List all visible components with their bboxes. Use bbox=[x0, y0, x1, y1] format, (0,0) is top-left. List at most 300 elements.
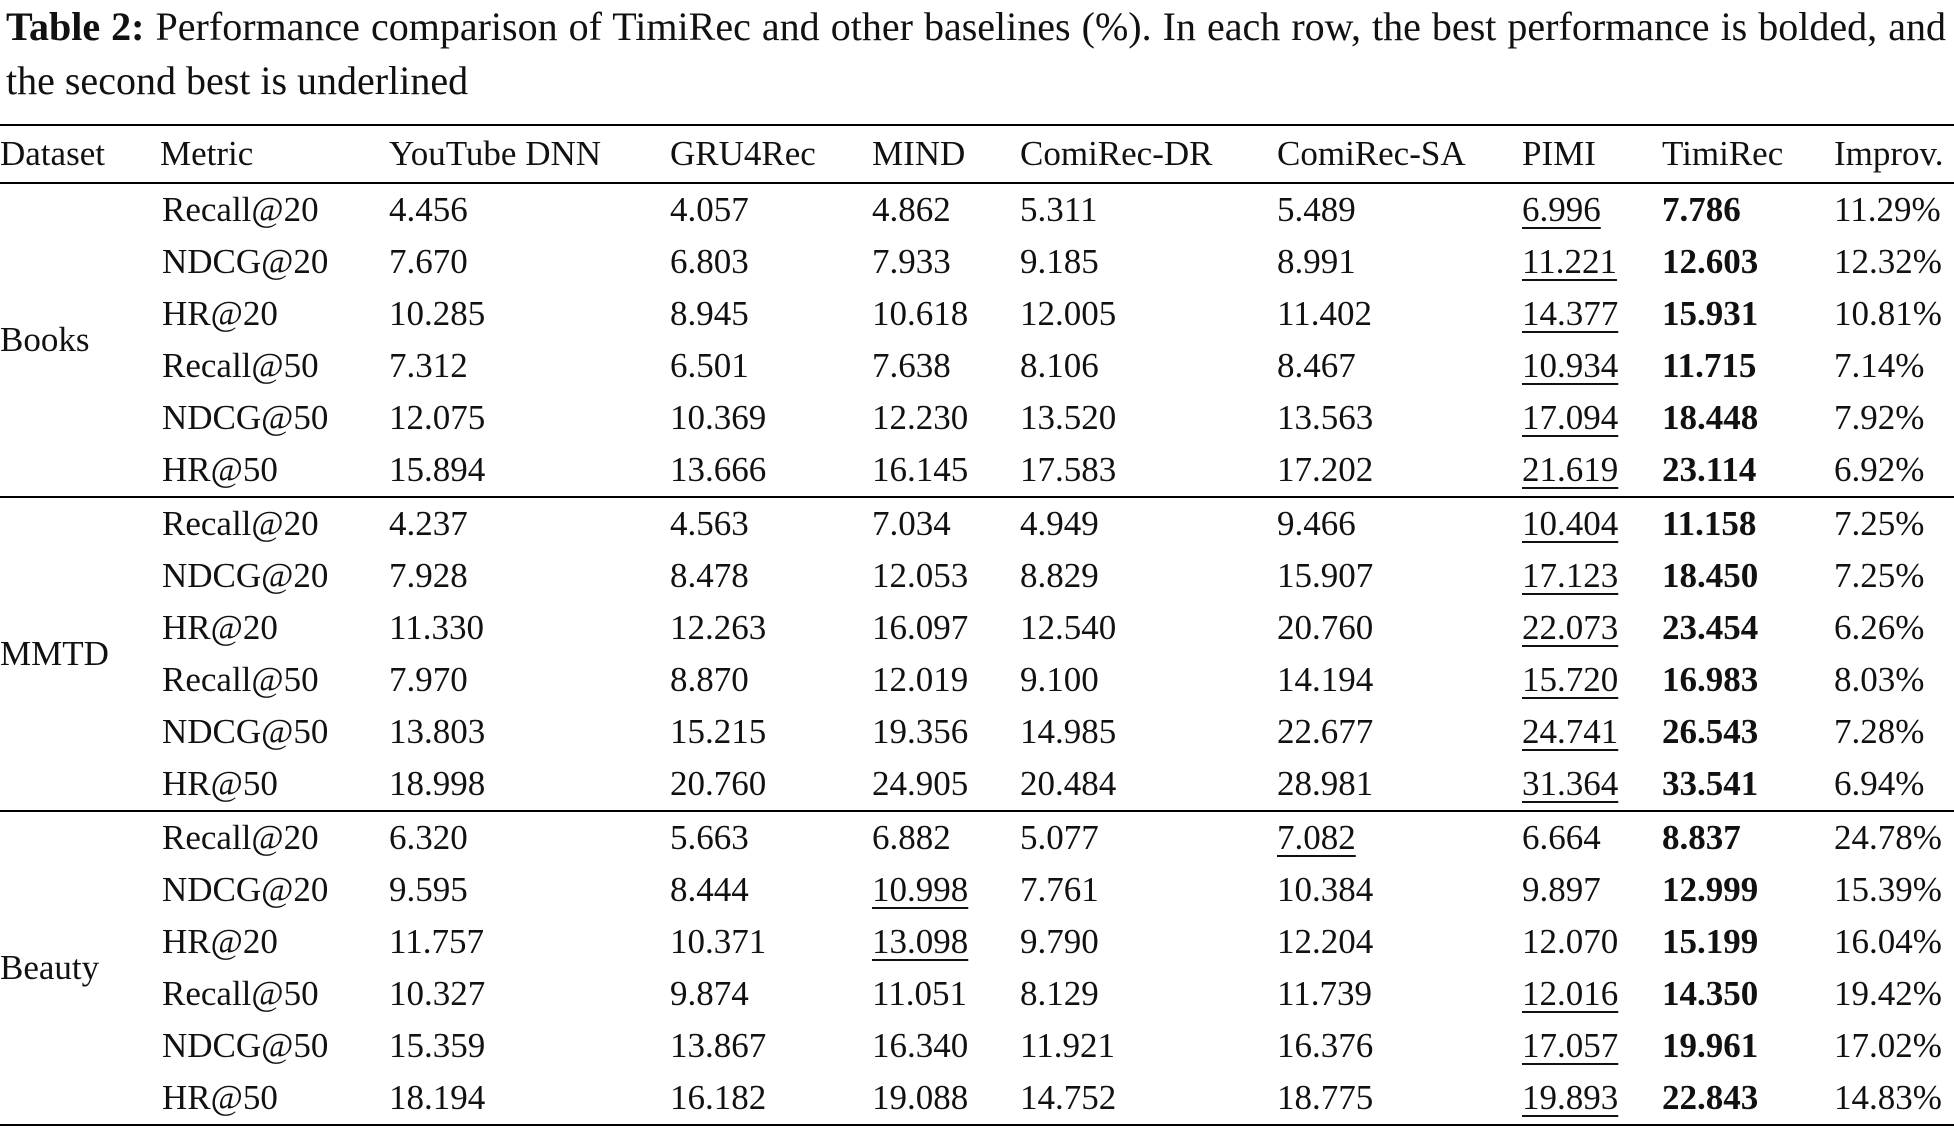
value-cell-mind bbox=[872, 444, 1020, 497]
value-cell-comirec-sa bbox=[1277, 968, 1522, 1020]
value-cell-gru4rec bbox=[670, 1020, 872, 1072]
metric-cell: NDCG@50 bbox=[162, 712, 329, 751]
value-cell-mind bbox=[872, 706, 1020, 758]
table-row bbox=[0, 497, 1954, 550]
improv-cell: 7.25% bbox=[1834, 504, 1925, 543]
value-text: 17.583 bbox=[1020, 450, 1117, 489]
metric-cell: Recall@20 bbox=[162, 504, 319, 543]
value-cell-comirec-sa bbox=[1277, 654, 1522, 706]
value-text: 31.364 bbox=[1522, 764, 1619, 803]
value-cell-mind bbox=[872, 654, 1020, 706]
value-text: 4.456 bbox=[389, 190, 468, 229]
value-text: 12.019 bbox=[872, 660, 969, 699]
improv-cell: 6.26% bbox=[1834, 608, 1925, 647]
value-text: 13.666 bbox=[670, 450, 767, 489]
metric-cell: HR@20 bbox=[162, 608, 278, 647]
value-text: 17.202 bbox=[1277, 450, 1374, 489]
table-row bbox=[0, 288, 1954, 340]
value-text: 10.384 bbox=[1277, 870, 1374, 909]
value-cell-pimi bbox=[1522, 602, 1662, 654]
dataset-name: Books bbox=[0, 320, 90, 359]
value-cell-timirec bbox=[1662, 183, 1834, 236]
value-text: 14.377 bbox=[1522, 294, 1619, 333]
value-text: 15.894 bbox=[389, 450, 486, 489]
value-cell-timirec bbox=[1662, 340, 1834, 392]
value-text: 15.199 bbox=[1662, 922, 1759, 961]
value-text: 11.757 bbox=[389, 922, 484, 961]
value-text: 12.005 bbox=[1020, 294, 1117, 333]
value-text: 33.541 bbox=[1662, 764, 1759, 803]
table-row bbox=[0, 758, 1954, 811]
value-cell-gru4rec bbox=[670, 968, 872, 1020]
value-cell-mind bbox=[872, 916, 1020, 968]
value-cell-youtube-dnn bbox=[389, 1020, 670, 1072]
value-text: 11.158 bbox=[1662, 504, 1757, 543]
value-cell-timirec bbox=[1662, 392, 1834, 444]
value-cell-mind bbox=[872, 288, 1020, 340]
value-text: 13.563 bbox=[1277, 398, 1374, 437]
value-cell-timirec bbox=[1662, 811, 1834, 864]
improv-cell: 15.39% bbox=[1834, 870, 1942, 909]
value-text: 15.215 bbox=[670, 712, 767, 751]
value-cell-comirec-sa bbox=[1277, 288, 1522, 340]
results-table bbox=[0, 124, 1954, 1126]
value-cell-mind bbox=[872, 602, 1020, 654]
improv-cell: 7.25% bbox=[1834, 556, 1925, 595]
value-cell-mind bbox=[872, 392, 1020, 444]
value-cell-youtube-dnn bbox=[389, 444, 670, 497]
header-timirec: TimiRec bbox=[1662, 134, 1784, 173]
value-cell-timirec bbox=[1662, 654, 1834, 706]
value-text: 8.129 bbox=[1020, 974, 1099, 1013]
value-cell-youtube-dnn bbox=[389, 758, 670, 811]
value-text: 8.444 bbox=[670, 870, 749, 909]
value-cell-pimi bbox=[1522, 497, 1662, 550]
value-cell-timirec bbox=[1662, 968, 1834, 1020]
value-cell-comirec-sa bbox=[1277, 602, 1522, 654]
value-cell-comirec-sa bbox=[1277, 392, 1522, 444]
table-row bbox=[0, 444, 1954, 497]
value-text: 13.520 bbox=[1020, 398, 1117, 437]
value-cell-mind bbox=[872, 550, 1020, 602]
dataset-group-books bbox=[0, 183, 1954, 497]
value-cell-comirec-sa bbox=[1277, 1020, 1522, 1072]
value-text: 16.097 bbox=[872, 608, 969, 647]
value-text: 13.867 bbox=[670, 1026, 767, 1065]
value-text: 7.928 bbox=[389, 556, 468, 595]
value-cell-comirec-sa bbox=[1277, 236, 1522, 288]
metric-cell: NDCG@50 bbox=[162, 1026, 329, 1065]
table-row bbox=[0, 550, 1954, 602]
value-cell-gru4rec bbox=[670, 864, 872, 916]
value-cell-pimi bbox=[1522, 340, 1662, 392]
value-text: 12.016 bbox=[1522, 974, 1619, 1013]
value-text: 16.376 bbox=[1277, 1026, 1374, 1065]
value-text: 18.194 bbox=[389, 1078, 486, 1117]
value-text: 7.933 bbox=[872, 242, 951, 281]
value-cell-youtube-dnn bbox=[389, 392, 670, 444]
value-text: 12.230 bbox=[872, 398, 969, 437]
value-text: 5.663 bbox=[670, 818, 749, 857]
value-text: 4.862 bbox=[872, 190, 951, 229]
value-cell-pimi bbox=[1522, 1072, 1662, 1125]
improv-cell: 8.03% bbox=[1834, 660, 1925, 699]
value-text: 22.677 bbox=[1277, 712, 1374, 751]
value-text: 24.741 bbox=[1522, 712, 1619, 751]
value-text: 18.775 bbox=[1277, 1078, 1374, 1117]
value-cell-timirec bbox=[1662, 444, 1834, 497]
value-cell-comirec-sa bbox=[1277, 444, 1522, 497]
value-text: 4.563 bbox=[670, 504, 749, 543]
value-text: 8.829 bbox=[1020, 556, 1099, 595]
header-youtube-dnn: YouTube DNN bbox=[389, 134, 602, 173]
improv-cell: 7.28% bbox=[1834, 712, 1925, 751]
value-text: 9.466 bbox=[1277, 504, 1356, 543]
value-text: 15.720 bbox=[1522, 660, 1619, 699]
value-text: 15.907 bbox=[1277, 556, 1374, 595]
value-cell-timirec bbox=[1662, 706, 1834, 758]
value-text: 8.870 bbox=[670, 660, 749, 699]
value-cell-youtube-dnn bbox=[389, 706, 670, 758]
value-cell-timirec bbox=[1662, 497, 1834, 550]
value-cell-mind bbox=[872, 497, 1020, 550]
value-text: 16.340 bbox=[872, 1026, 969, 1065]
value-cell-gru4rec bbox=[670, 497, 872, 550]
value-cell-timirec bbox=[1662, 1072, 1834, 1125]
value-cell-gru4rec bbox=[670, 444, 872, 497]
value-cell-mind bbox=[872, 183, 1020, 236]
value-cell-comirec-dr bbox=[1020, 236, 1277, 288]
metric-cell: NDCG@20 bbox=[162, 242, 329, 281]
value-text: 22.843 bbox=[1662, 1078, 1759, 1117]
value-text: 7.034 bbox=[872, 504, 951, 543]
improv-cell: 6.94% bbox=[1834, 764, 1925, 803]
value-text: 11.221 bbox=[1522, 242, 1617, 281]
value-text: 17.094 bbox=[1522, 398, 1619, 437]
value-cell-gru4rec bbox=[670, 288, 872, 340]
value-text: 10.327 bbox=[389, 974, 486, 1013]
value-cell-comirec-dr bbox=[1020, 288, 1277, 340]
value-cell-comirec-dr bbox=[1020, 497, 1277, 550]
value-text: 6.996 bbox=[1522, 190, 1601, 229]
value-cell-youtube-dnn bbox=[389, 916, 670, 968]
value-text: 9.874 bbox=[670, 974, 749, 1013]
value-text: 24.905 bbox=[872, 764, 969, 803]
value-cell-mind bbox=[872, 968, 1020, 1020]
value-text: 8.106 bbox=[1020, 346, 1099, 385]
value-text: 12.075 bbox=[389, 398, 486, 437]
value-text: 19.088 bbox=[872, 1078, 969, 1117]
header-row bbox=[0, 125, 1954, 183]
value-text: 10.285 bbox=[389, 294, 486, 333]
value-text: 6.803 bbox=[670, 242, 749, 281]
value-text: 9.790 bbox=[1020, 922, 1099, 961]
value-text: 6.882 bbox=[872, 818, 951, 857]
header-comirec-sa: ComiRec-SA bbox=[1277, 134, 1466, 173]
value-text: 9.185 bbox=[1020, 242, 1099, 281]
value-text: 18.448 bbox=[1662, 398, 1759, 437]
value-text: 5.077 bbox=[1020, 818, 1099, 857]
value-text: 19.893 bbox=[1522, 1078, 1619, 1117]
improv-cell: 7.14% bbox=[1834, 346, 1925, 385]
value-text: 7.312 bbox=[389, 346, 468, 385]
table-caption bbox=[6, 0, 1946, 108]
value-cell-youtube-dnn bbox=[389, 497, 670, 550]
value-cell-youtube-dnn bbox=[389, 183, 670, 236]
value-cell-comirec-dr bbox=[1020, 550, 1277, 602]
value-cell-comirec-sa bbox=[1277, 811, 1522, 864]
value-cell-comirec-dr bbox=[1020, 916, 1277, 968]
value-cell-mind bbox=[872, 758, 1020, 811]
value-cell-timirec bbox=[1662, 288, 1834, 340]
table-row bbox=[0, 602, 1954, 654]
value-cell-comirec-sa bbox=[1277, 706, 1522, 758]
caption-label: Table 2: bbox=[6, 4, 145, 49]
value-cell-gru4rec bbox=[670, 758, 872, 811]
table-row bbox=[0, 864, 1954, 916]
value-text: 8.478 bbox=[670, 556, 749, 595]
metric-cell: Recall@20 bbox=[162, 190, 319, 229]
table-row bbox=[0, 968, 1954, 1020]
value-cell-pimi bbox=[1522, 864, 1662, 916]
value-text: 10.404 bbox=[1522, 504, 1619, 543]
metric-cell: NDCG@20 bbox=[162, 870, 329, 909]
value-cell-youtube-dnn bbox=[389, 602, 670, 654]
value-text: 7.786 bbox=[1662, 190, 1741, 229]
value-cell-comirec-sa bbox=[1277, 340, 1522, 392]
value-text: 12.540 bbox=[1020, 608, 1117, 647]
value-text: 11.330 bbox=[389, 608, 484, 647]
value-text: 11.402 bbox=[1277, 294, 1372, 333]
value-cell-gru4rec bbox=[670, 392, 872, 444]
table-row bbox=[0, 1020, 1954, 1072]
value-cell-comirec-dr bbox=[1020, 392, 1277, 444]
table-row bbox=[0, 1072, 1954, 1125]
table-row bbox=[0, 811, 1954, 864]
improv-cell: 7.92% bbox=[1834, 398, 1925, 437]
value-text: 10.618 bbox=[872, 294, 969, 333]
value-cell-gru4rec bbox=[670, 916, 872, 968]
value-text: 11.921 bbox=[1020, 1026, 1115, 1065]
metric-cell: HR@20 bbox=[162, 294, 278, 333]
metric-cell: HR@50 bbox=[162, 764, 278, 803]
value-cell-pimi bbox=[1522, 916, 1662, 968]
value-text: 28.981 bbox=[1277, 764, 1374, 803]
value-text: 10.371 bbox=[670, 922, 767, 961]
metric-cell: NDCG@50 bbox=[162, 398, 329, 437]
metric-cell: NDCG@20 bbox=[162, 556, 329, 595]
metric-cell: Recall@50 bbox=[162, 974, 319, 1013]
value-text: 12.070 bbox=[1522, 922, 1619, 961]
metric-cell: Recall@50 bbox=[162, 660, 319, 699]
value-cell-youtube-dnn bbox=[389, 288, 670, 340]
value-cell-pimi bbox=[1522, 392, 1662, 444]
value-cell-gru4rec bbox=[670, 550, 872, 602]
improv-cell: 19.42% bbox=[1834, 974, 1942, 1013]
improv-cell: 6.92% bbox=[1834, 450, 1925, 489]
value-cell-gru4rec bbox=[670, 654, 872, 706]
value-cell-youtube-dnn bbox=[389, 236, 670, 288]
value-cell-timirec bbox=[1662, 916, 1834, 968]
value-text: 15.931 bbox=[1662, 294, 1759, 333]
header-improv: Improv. bbox=[1834, 134, 1944, 173]
value-text: 20.484 bbox=[1020, 764, 1117, 803]
value-cell-pimi bbox=[1522, 706, 1662, 758]
value-text: 7.082 bbox=[1277, 818, 1356, 857]
value-text: 13.098 bbox=[872, 922, 969, 961]
value-cell-mind bbox=[872, 1072, 1020, 1125]
value-cell-comirec-dr bbox=[1020, 1020, 1277, 1072]
value-text: 19.356 bbox=[872, 712, 969, 751]
value-text: 18.450 bbox=[1662, 556, 1759, 595]
metric-cell: HR@50 bbox=[162, 1078, 278, 1117]
value-cell-timirec bbox=[1662, 758, 1834, 811]
value-text: 5.311 bbox=[1020, 190, 1098, 229]
value-cell-timirec bbox=[1662, 602, 1834, 654]
value-cell-mind bbox=[872, 340, 1020, 392]
value-cell-gru4rec bbox=[670, 1072, 872, 1125]
value-cell-comirec-dr bbox=[1020, 758, 1277, 811]
value-text: 19.961 bbox=[1662, 1026, 1759, 1065]
value-cell-youtube-dnn bbox=[389, 1072, 670, 1125]
value-text: 8.991 bbox=[1277, 242, 1356, 281]
value-cell-pimi bbox=[1522, 183, 1662, 236]
value-cell-comirec-sa bbox=[1277, 864, 1522, 916]
value-cell-comirec-dr bbox=[1020, 1072, 1277, 1125]
value-cell-comirec-dr bbox=[1020, 706, 1277, 758]
value-cell-youtube-dnn bbox=[389, 811, 670, 864]
value-cell-comirec-dr bbox=[1020, 864, 1277, 916]
value-cell-youtube-dnn bbox=[389, 654, 670, 706]
value-text: 10.934 bbox=[1522, 346, 1619, 385]
value-cell-comirec-sa bbox=[1277, 916, 1522, 968]
caption-text: Performance comparison of TimiRec and other baselines (%). In each row, the best performance is bolded, and the second best is underlined bbox=[6, 4, 1946, 103]
value-cell-pimi bbox=[1522, 288, 1662, 340]
value-cell-gru4rec bbox=[670, 811, 872, 864]
value-cell-comirec-dr bbox=[1020, 183, 1277, 236]
value-text: 12.999 bbox=[1662, 870, 1759, 909]
value-text: 23.454 bbox=[1662, 608, 1759, 647]
value-cell-timirec bbox=[1662, 236, 1834, 288]
value-text: 17.123 bbox=[1522, 556, 1619, 595]
dataset-name: MMTD bbox=[0, 634, 109, 673]
value-cell-pimi bbox=[1522, 550, 1662, 602]
improv-cell: 10.81% bbox=[1834, 294, 1942, 333]
table-row bbox=[0, 654, 1954, 706]
value-cell-comirec-sa bbox=[1277, 183, 1522, 236]
value-cell-comirec-sa bbox=[1277, 758, 1522, 811]
value-cell-mind bbox=[872, 864, 1020, 916]
value-text: 20.760 bbox=[670, 764, 767, 803]
value-cell-pimi bbox=[1522, 811, 1662, 864]
value-cell-timirec bbox=[1662, 864, 1834, 916]
value-text: 13.803 bbox=[389, 712, 486, 751]
value-text: 10.369 bbox=[670, 398, 767, 437]
header-pimi: PIMI bbox=[1522, 134, 1596, 173]
value-cell-pimi bbox=[1522, 968, 1662, 1020]
value-text: 9.100 bbox=[1020, 660, 1099, 699]
value-text: 7.970 bbox=[389, 660, 468, 699]
value-cell-comirec-sa bbox=[1277, 1072, 1522, 1125]
value-cell-comirec-sa bbox=[1277, 497, 1522, 550]
value-cell-pimi bbox=[1522, 1020, 1662, 1072]
value-text: 7.761 bbox=[1020, 870, 1099, 909]
value-text: 23.114 bbox=[1662, 450, 1757, 489]
value-text: 5.489 bbox=[1277, 190, 1356, 229]
value-cell-youtube-dnn bbox=[389, 968, 670, 1020]
value-text: 15.359 bbox=[389, 1026, 486, 1065]
value-cell-youtube-dnn bbox=[389, 864, 670, 916]
table-row bbox=[0, 340, 1954, 392]
value-cell-mind bbox=[872, 236, 1020, 288]
value-cell-comirec-dr bbox=[1020, 444, 1277, 497]
metric-cell: Recall@50 bbox=[162, 346, 319, 385]
value-text: 18.998 bbox=[389, 764, 486, 803]
value-cell-comirec-dr bbox=[1020, 811, 1277, 864]
table-row bbox=[0, 183, 1954, 236]
value-text: 9.595 bbox=[389, 870, 468, 909]
value-text: 9.897 bbox=[1522, 870, 1601, 909]
improv-cell: 16.04% bbox=[1834, 922, 1942, 961]
value-cell-gru4rec bbox=[670, 183, 872, 236]
header-comirec-dr: ComiRec-DR bbox=[1020, 134, 1213, 173]
value-text: 7.638 bbox=[872, 346, 951, 385]
value-text: 14.752 bbox=[1020, 1078, 1117, 1117]
value-cell-pimi bbox=[1522, 758, 1662, 811]
value-text: 14.985 bbox=[1020, 712, 1117, 751]
improv-cell: 14.83% bbox=[1834, 1078, 1942, 1117]
metric-cell: Recall@20 bbox=[162, 818, 319, 857]
improv-cell: 12.32% bbox=[1834, 242, 1942, 281]
value-text: 10.998 bbox=[872, 870, 969, 909]
value-cell-comirec-dr bbox=[1020, 340, 1277, 392]
dataset-name: Beauty bbox=[0, 948, 100, 987]
value-cell-pimi bbox=[1522, 236, 1662, 288]
value-cell-comirec-dr bbox=[1020, 602, 1277, 654]
value-text: 4.949 bbox=[1020, 504, 1099, 543]
improv-cell: 11.29% bbox=[1834, 190, 1941, 229]
value-text: 12.053 bbox=[872, 556, 969, 595]
value-text: 26.543 bbox=[1662, 712, 1759, 751]
value-text: 17.057 bbox=[1522, 1026, 1619, 1065]
value-text: 22.073 bbox=[1522, 608, 1619, 647]
value-cell-timirec bbox=[1662, 550, 1834, 602]
value-text: 16.182 bbox=[670, 1078, 767, 1117]
value-text: 20.760 bbox=[1277, 608, 1374, 647]
value-text: 4.237 bbox=[389, 504, 468, 543]
table-row bbox=[0, 916, 1954, 968]
value-cell-pimi bbox=[1522, 654, 1662, 706]
value-text: 12.263 bbox=[670, 608, 767, 647]
value-text: 21.619 bbox=[1522, 450, 1619, 489]
value-text: 11.051 bbox=[872, 974, 967, 1013]
header-gru4rec: GRU4Rec bbox=[670, 134, 816, 173]
dataset-group-mmtd bbox=[0, 497, 1954, 811]
value-text: 6.320 bbox=[389, 818, 468, 857]
value-cell-gru4rec bbox=[670, 706, 872, 758]
value-cell-comirec-sa bbox=[1277, 550, 1522, 602]
metric-cell: HR@20 bbox=[162, 922, 278, 961]
value-cell-mind bbox=[872, 1020, 1020, 1072]
value-cell-timirec bbox=[1662, 1020, 1834, 1072]
improv-cell: 17.02% bbox=[1834, 1026, 1942, 1065]
dataset-group-beauty bbox=[0, 811, 1954, 1125]
value-cell-comirec-dr bbox=[1020, 968, 1277, 1020]
value-text: 8.945 bbox=[670, 294, 749, 333]
value-text: 8.467 bbox=[1277, 346, 1356, 385]
value-text: 7.670 bbox=[389, 242, 468, 281]
value-cell-comirec-dr bbox=[1020, 654, 1277, 706]
